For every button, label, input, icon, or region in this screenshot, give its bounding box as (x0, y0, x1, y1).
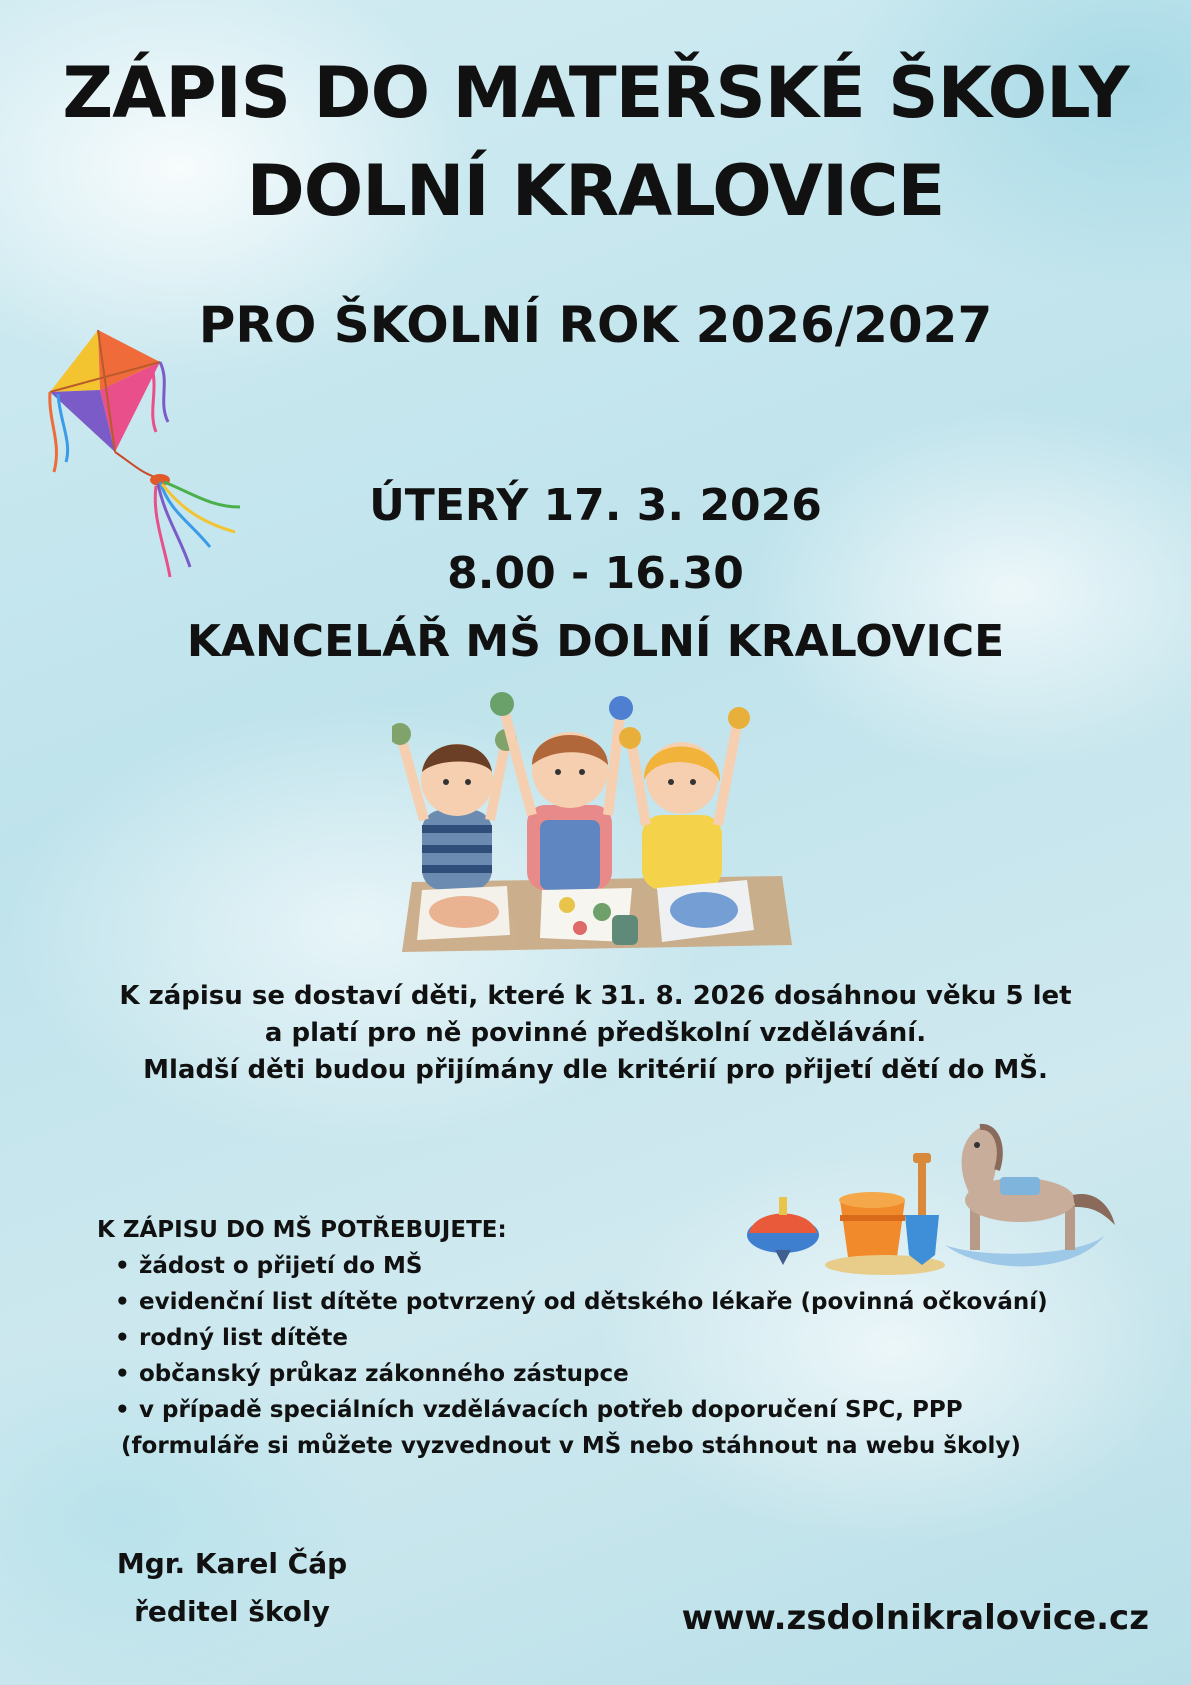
list-item: • v případě speciálních vzdělávacích potřeb doporučení SPC, PPP (115, 1392, 1048, 1428)
list-item: • rodný list dítěte (115, 1320, 1048, 1356)
requirements-list (97, 1248, 1048, 1428)
event-place: KANCELÁŘ MŠ DOLNÍ KRALOVICE (186, 616, 1005, 667)
signatory-role: ředitel školy (134, 1595, 330, 1628)
list-item: • občanský průkaz zákonného zástupce (115, 1356, 1048, 1392)
intro-line-3: Mladší děti budou přijímány dle kritérií pro přijetí dětí do MŠ. (143, 1055, 1048, 1085)
event-date: ÚTERÝ 17. 3. 2026 (369, 480, 822, 531)
list-item: • evidenční list dítěte potvrzený od dětského lékaře (povinná očkování) (115, 1284, 1048, 1320)
intro-line-2: a platí pro ně povinné předškolní vzdělávání. (264, 1018, 927, 1048)
requirements-note: (formuláře si můžete vyzvednout v MŠ nebo stáhnout na webu školy) (121, 1433, 1021, 1459)
event-time: 8.00 - 16.30 (447, 548, 744, 599)
signatory-name: Mgr. Karel Čáp (116, 1547, 348, 1580)
intro-text (0, 978, 1191, 1089)
list-item: • žádost o přijetí do MŠ (115, 1248, 1048, 1284)
title-line-2: DOLNÍ KRALOVICE (246, 150, 945, 232)
website-url: www.zsdolnikralovice.cz (681, 1598, 1149, 1638)
title-line-1: ZÁPIS DO MATEŘSKÉ ŠKOLY (62, 52, 1129, 134)
subtitle: PRO ŠKOLNÍ ROK 2026/2027 (198, 296, 993, 354)
requirements-heading: K ZÁPISU DO MŠ POTŘEBUJETE: (97, 1217, 507, 1243)
requirements-section (97, 1212, 1048, 1464)
intro-line-1: K zápisu se dostaví děti, které k 31. 8. 2026 dosáhnou věku 5 let (119, 981, 1072, 1011)
signature-block (96, 1540, 368, 1636)
children-painting-illustration (392, 690, 802, 960)
